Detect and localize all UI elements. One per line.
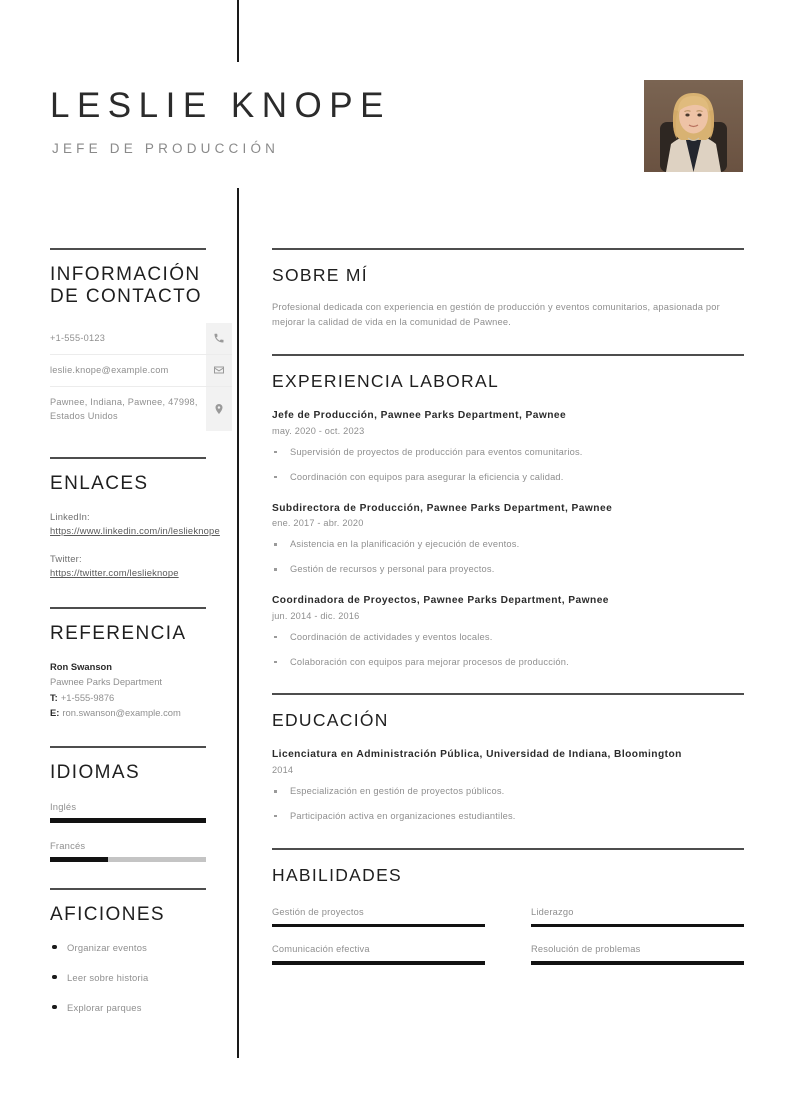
sidebar-heading-links: ENLACES xyxy=(50,473,149,495)
linkedin-label: LinkedIn: xyxy=(50,510,90,522)
reference-email-row xyxy=(50,705,232,720)
phone-icon xyxy=(206,323,232,354)
skill-name: Comunicación efectiva xyxy=(272,944,370,955)
sidebar-section-links xyxy=(50,457,232,581)
twitter-url[interactable]: https://twitter.com/leslieknope xyxy=(50,567,179,579)
main-section-about xyxy=(272,248,744,330)
entry-bullets xyxy=(272,446,744,485)
skill-item xyxy=(272,943,485,964)
skill-item xyxy=(531,943,744,964)
main-section-experience xyxy=(272,354,744,669)
sidebar xyxy=(50,248,232,1031)
entry-title: Licenciatura en Administración Pública, Universidad de Indiana, Bloomington xyxy=(272,749,682,761)
envelope-icon xyxy=(206,355,232,386)
language-level-track xyxy=(50,818,206,823)
link-item-twitter xyxy=(50,552,232,581)
language-level-fill xyxy=(50,818,206,823)
contact-heading-line2: DE CONTACTO xyxy=(50,286,202,308)
skill-level-bar xyxy=(272,961,485,965)
reference-organization: Pawnee Parks Department xyxy=(50,676,163,688)
experience-entry xyxy=(272,502,744,577)
skill-item xyxy=(531,906,744,927)
language-name: Francés xyxy=(50,840,86,852)
links-list xyxy=(50,510,232,581)
reference-email-value: ron.swanson@example.com xyxy=(62,706,181,718)
entry-date: may. 2020 - oct. 2023 xyxy=(272,425,365,436)
skill-name: Resolución de problemas xyxy=(531,944,641,955)
contact-email-value: leslie.knope@example.com xyxy=(50,364,169,375)
twitter-label: Twitter: xyxy=(50,552,82,564)
contact-row-phone xyxy=(50,323,232,355)
entry-title: Coordinadora de Proyectos, Pawnee Parks Department, Pawnee xyxy=(272,595,609,606)
entry-date: 2014 xyxy=(272,765,294,776)
experience-entry xyxy=(272,594,744,669)
list-item: Supervisión de proyectos de producción para eventos comunitarios. xyxy=(272,446,744,460)
entry-bullets xyxy=(272,785,744,824)
page-title: LESLIE KNOPE xyxy=(50,86,391,125)
language-name: Inglés xyxy=(50,801,77,813)
list-item: Coordinación de actividades y eventos locales. xyxy=(272,631,744,645)
job-title-subtitle: JEFE DE PRODUCCIÓN xyxy=(52,141,280,156)
reference-phone-row xyxy=(50,690,232,705)
section-rule xyxy=(50,888,206,890)
sidebar-section-contact xyxy=(50,248,232,431)
skill-name: Gestión de proyectos xyxy=(272,906,364,917)
sidebar-heading-contact xyxy=(50,264,232,309)
location-pin-icon xyxy=(206,387,232,432)
main-content xyxy=(272,248,744,965)
main-heading-about: SOBRE MÍ xyxy=(272,265,368,285)
language-level-fill xyxy=(50,857,108,862)
list-item: Leer sobre historia xyxy=(50,971,232,985)
list-item: Explorar parques xyxy=(50,1001,232,1015)
resume-header xyxy=(0,0,794,195)
experience-entry xyxy=(272,409,744,484)
contact-heading-line1: INFORMACIÓN xyxy=(50,264,201,285)
section-rule xyxy=(272,248,744,250)
skill-level-bar xyxy=(531,961,744,965)
reference-block xyxy=(50,659,232,719)
section-rule xyxy=(50,746,206,748)
section-rule xyxy=(50,607,206,609)
list-item: Coordinación con equipos para asegurar la eficiencia y calidad. xyxy=(272,471,744,485)
language-item-french xyxy=(50,839,232,862)
main-section-education xyxy=(272,693,744,823)
contact-row-email xyxy=(50,355,232,387)
sidebar-section-reference xyxy=(50,607,232,720)
main-heading-education: EDUCACIÓN xyxy=(272,710,389,731)
entry-date: jun. 2014 - dic. 2016 xyxy=(272,610,360,621)
reference-name: Ron Swanson xyxy=(50,661,112,673)
reference-phone-value: +1-555-9876 xyxy=(60,691,115,703)
entry-date: ene. 2017 - abr. 2020 xyxy=(272,518,364,529)
section-rule xyxy=(272,354,744,356)
reference-phone-key: T: xyxy=(50,691,58,703)
avatar xyxy=(644,80,743,172)
education-entry xyxy=(272,748,744,823)
main-heading-skills: HABILIDADES xyxy=(272,864,403,885)
about-text: Profesional dedicada con experiencia en gestión de producción y eventos comunitarios, apasionada por mejorar la calidad de vida en la comunidad de Pawnee. xyxy=(272,302,720,328)
skill-item xyxy=(272,906,485,927)
list-item: Asistencia en la planificación y ejecución de eventos. xyxy=(272,538,744,552)
language-item-english xyxy=(50,800,232,823)
sidebar-heading-hobbies: AFICIONES xyxy=(50,904,166,926)
contact-phone-value: +1-555-0123 xyxy=(50,332,106,343)
list-item: Colaboración con equipos para mejorar procesos de producción. xyxy=(272,656,744,670)
entry-bullets xyxy=(272,538,744,577)
section-rule xyxy=(272,848,744,850)
list-item: Gestión de recursos y personal para proyectos. xyxy=(272,563,744,577)
vertical-divider-bottom xyxy=(237,188,239,1058)
skill-level-bar xyxy=(272,924,485,928)
section-rule xyxy=(50,457,206,459)
entry-title: Subdirectora de Producción, Pawnee Parks Department, Pawnee xyxy=(272,502,613,514)
main-heading-experience: EXPERIENCIA LABORAL xyxy=(272,371,500,392)
main-section-skills xyxy=(272,848,744,965)
linkedin-url[interactable]: https://www.linkedin.com/in/leslieknope xyxy=(50,525,220,537)
skill-level-bar xyxy=(531,924,744,928)
sidebar-section-languages xyxy=(50,746,232,863)
languages-list xyxy=(50,800,232,862)
section-rule xyxy=(50,248,206,250)
contact-list xyxy=(50,323,232,432)
contact-location-value: Pawnee, Indiana, Pawnee, 47998, Estados Unidos xyxy=(50,396,198,422)
entry-bullets xyxy=(272,631,744,670)
entry-title: Jefe de Producción, Pawnee Parks Department, Pawnee xyxy=(272,410,567,422)
hobbies-list xyxy=(50,941,232,1015)
portrait-photo-icon xyxy=(644,80,743,172)
skill-name: Liderazgo xyxy=(531,906,574,917)
language-level-track xyxy=(50,857,206,862)
contact-row-location xyxy=(50,387,232,432)
skills-grid xyxy=(272,906,744,965)
sidebar-section-hobbies xyxy=(50,888,232,1015)
reference-email-key: E: xyxy=(50,706,60,718)
list-item: Organizar eventos xyxy=(50,941,232,955)
link-item-linkedin xyxy=(50,510,232,539)
list-item: Especialización en gestión de proyectos públicos. xyxy=(272,785,744,799)
list-item: Participación activa en organizaciones estudiantiles. xyxy=(272,810,744,824)
section-rule xyxy=(272,693,744,695)
sidebar-heading-languages: IDIOMAS xyxy=(50,761,141,783)
sidebar-heading-reference: REFERENCIA xyxy=(50,623,187,645)
